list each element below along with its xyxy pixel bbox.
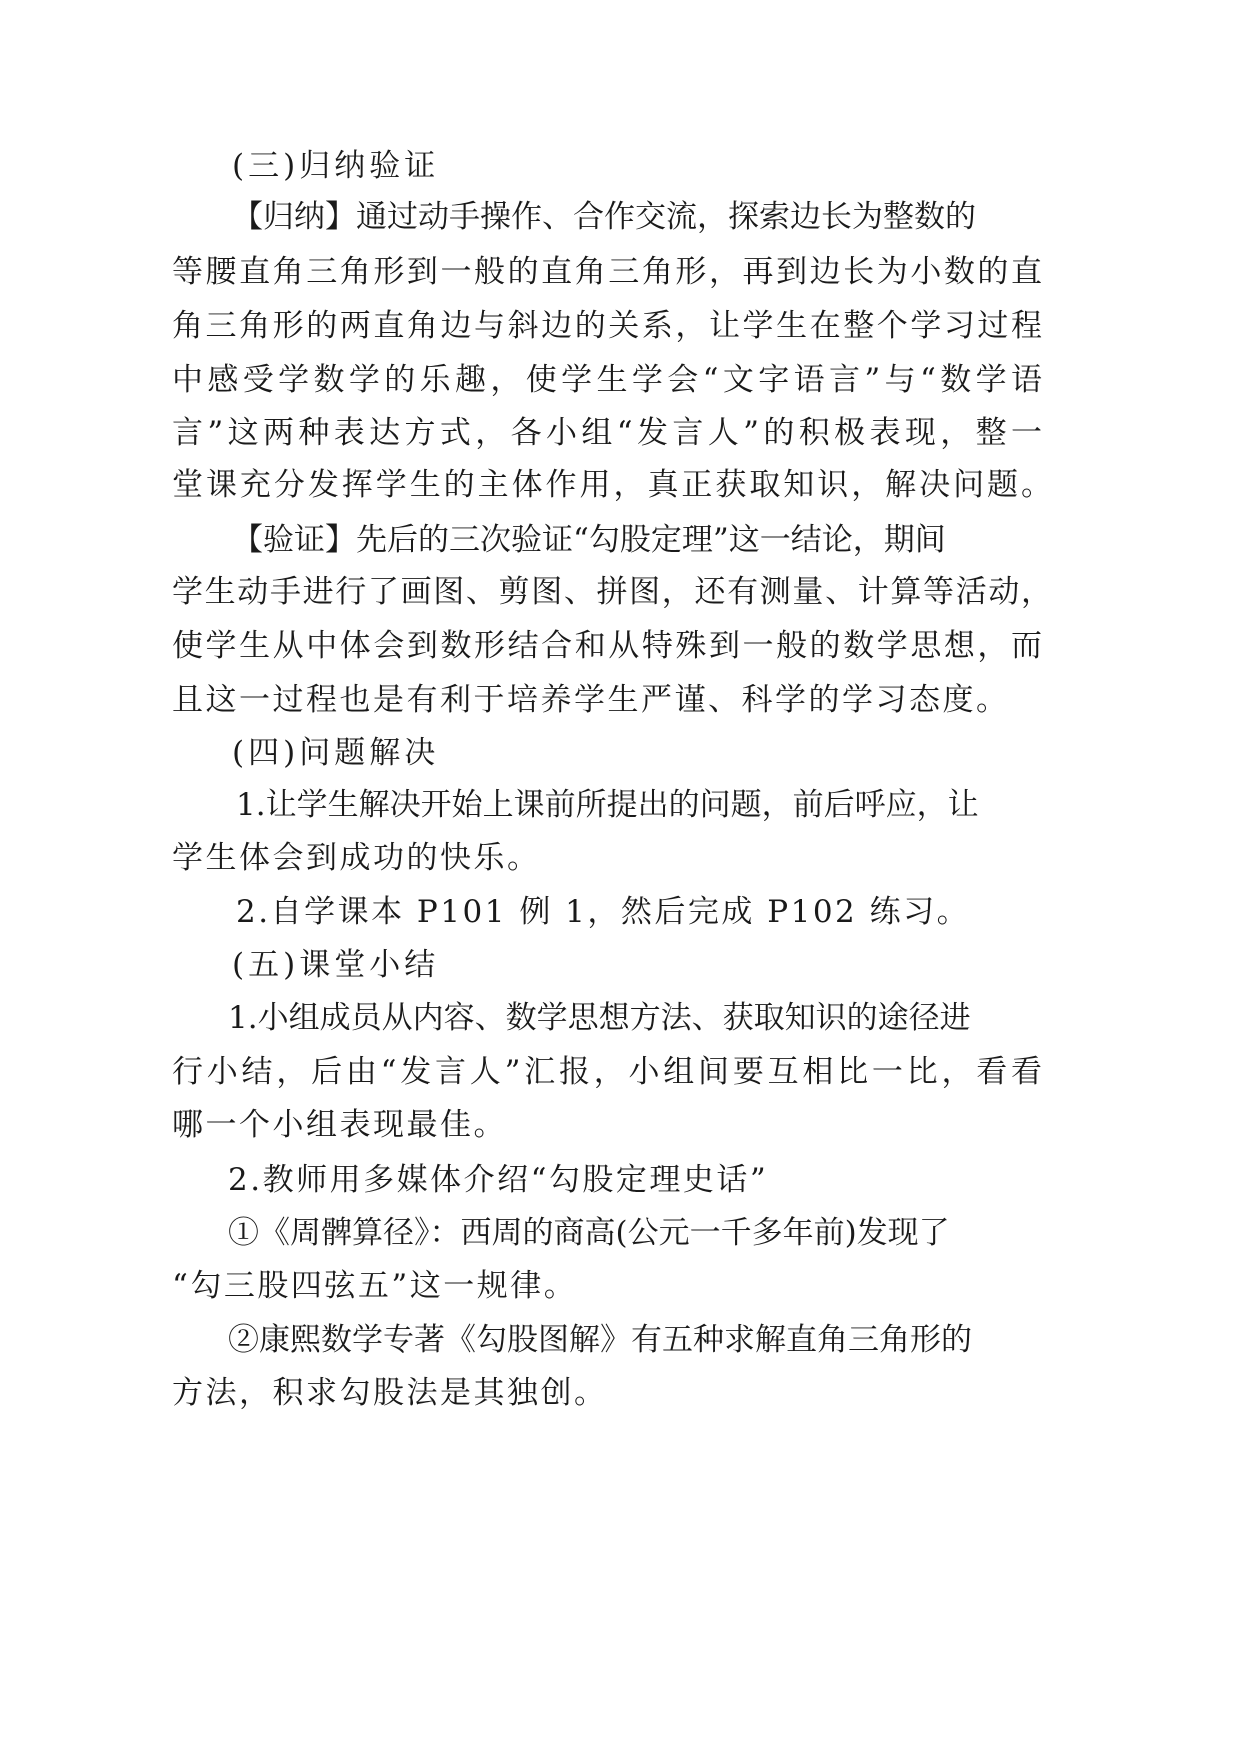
item-5-1-line-1: 1.小组成员从内容、数学思想方法、获取知识的途径进	[228, 1000, 971, 1036]
paragraph-verify-line-3: 使学生从中体会到数形结合和从特殊到一般的数学思想，而	[172, 628, 1042, 664]
paragraph-summary-line-1: 【归纳】通过动手操作、合作交流，探索边长为整数的	[232, 199, 976, 235]
paragraph-summary-line-6: 堂课充分发挥学生的主体作用，真正获取知识，解决问题。	[172, 467, 1052, 503]
paragraph-verify-line-1: 【验证】先后的三次验证“勾股定理”这一结论，期间	[232, 522, 946, 558]
paragraph-verify-line-2: 学生动手进行了画图、剪图、拼图，还有测量、计算等活动，	[172, 574, 1052, 610]
item-5-2: 2.教师用多媒体介绍“勾股定理史话”	[228, 1162, 769, 1198]
item-4-2: 2.自学课本 P101 例 1，然后完成 P102 练习。	[236, 894, 971, 930]
paragraph-verify-line-4: 且这一过程也是有利于培养学生严谨、科学的学习态度。	[172, 682, 1010, 718]
paragraph-summary-line-4: 中感受学数学的乐趣，使学生学会“文字语言”与“数学语	[172, 362, 1042, 398]
paragraph-summary-line-3: 角三角形的两直角边与斜边的关系，让学生在整个学习过程	[172, 308, 1042, 344]
section-heading-problem-solving: (四)问题解决	[232, 735, 440, 771]
item-5-1-line-3: 哪一个小组表现最佳。	[172, 1107, 507, 1143]
section-heading-class-summary: (五)课堂小结	[232, 947, 440, 983]
history-1-line-1: ①《周髀算径》：西周的商高(公元一千多年前)发现了	[228, 1215, 950, 1251]
paragraph-summary-line-5: 言”这两种表达方式，各小组“发言人”的积极表现，整一	[172, 415, 1042, 451]
section-heading-summary-verify: (三)归纳验证	[232, 148, 440, 184]
item-4-1-line-2: 学生体会到成功的快乐。	[172, 840, 541, 876]
history-1-line-2: “勾三股四弦五”这一规律。	[172, 1268, 578, 1304]
history-2-line-2: 方法，积求勾股法是其独创。	[172, 1375, 608, 1411]
item-4-1-line-1: 1.让学生解决开始上课前所提出的问题，前后呼应，让	[236, 787, 979, 823]
history-2-line-1: ②康熙数学专著《勾股图解》有五种求解直角三角形的	[228, 1322, 972, 1358]
paragraph-summary-line-2: 等腰直角三角形到一般的直角三角形，再到边长为小数的直	[172, 254, 1042, 290]
item-5-1-line-2: 行小结，后由“发言人”汇报，小组间要互相比一比，看看	[172, 1054, 1042, 1090]
